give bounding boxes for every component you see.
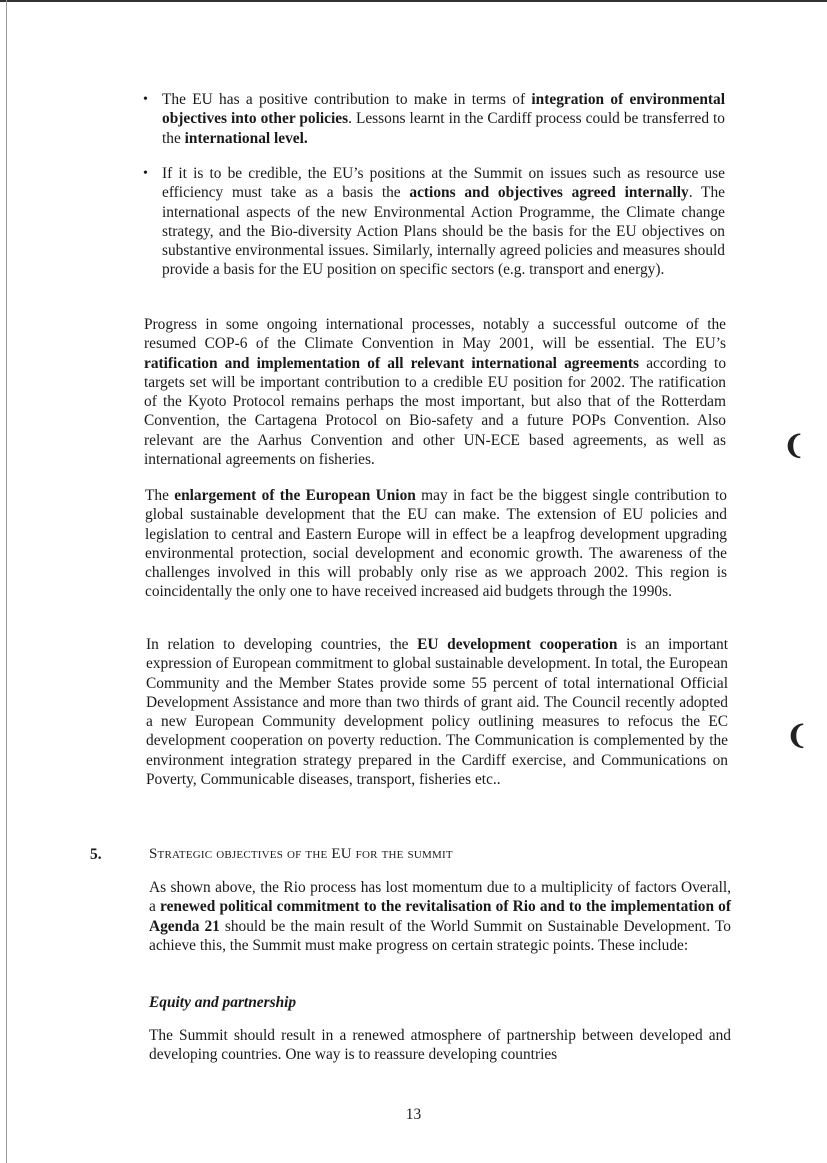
paragraph-strategic-objectives: As shown above, the Rio process has lost momentum due to a multiplicity of factors Overall, a renewed political commitment to the revitalisation of Rio and to the implementation of Agenda 21 should be the main result of the World Summit on Sustainable Development. To achieve this, the Summit must make progress on certain strategic points. These include: [149,879,731,954]
paragraph-development-cooperation: In relation to developing countries, the EU development cooperation is an important expression of European commitment to global sustainable development. In total, the European Community and the Member States provide some 55 percent of total international Official Development Assistance and more than two thirds of grant aid. The Council recently adopted a new European Community development policy outlining measures to refocus the EC development cooperation on poverty reduction. The Communication is complemented by the environment integration strategy prepared in the Cardiff exercise, and Communications on Poverty, Communicable diseases, transport, fisheries etc.. [146,636,729,789]
bullet-text: If it is to be credible, the EU’s positions at the Summit on issues such as resource use efficiency must take as a basis the actions and objectives agreed internally. The international aspects of the new Environmental Action Programme, the Climate change strategy, and the Bio-diversity Action Plans should be the basis for the EU objectives on substantive environmental issues. Similarly, internally agreed policies and measures should provide a basis for the EU position on specific sectors (e.g. transport and energy). [162,165,725,279]
section-title: Strategic objectives of the EU for the summit [149,846,453,862]
paragraph-ratification: Progress in some ongoing international processes, notably a successful outcome of the resumed COP-6 of the Climate Convention in May 2001, will be essential. The EU’s ratification and implementation of all relevant international agreements according to targets set will be important contribution to a credible EU position for 2002. The ratification of the Kyoto Protocol remains perhaps the most important, but also that of the Rotterdam Convention, the Cartagena Protocol on Bio-safety and a future POPs Convention. Also relevant are the Aarhus Convention and other UN-ECE based agreements, as well as international agreements on fisheries. [144,316,727,469]
subheading-equity-partnership: Equity and partnership [149,994,297,1011]
bullet-dot: • [143,166,148,181]
bullet-item-integration [143,90,725,148]
bullet-item-credibility [143,164,725,280]
page-number: 13 [405,1106,422,1123]
section-number: 5. [90,846,102,863]
margin-punch-mark: ❨ [783,431,805,460]
scan-left-edge [6,0,7,1163]
bullet-dot: • [143,92,148,107]
paragraph-enlargement: The enlargement of the European Union may in fact be the biggest single contribution to global sustainable development that the EU can make. The extension of EU policies and legislation to central and Eastern Europe will in effect be a leapfrog development upgrading environmental protection, social development and economic growth. The awareness of the challenges involved in this will probably only rise as we approach 2002. This region is coincidentally the only one to have received increased aid budgets through the 1990s. [145,487,727,601]
paragraph-partnership: The Summit should result in a renewed atmosphere of partnership between developed and developing countries. One way is to reassure developing countries [149,1027,731,1064]
margin-punch-mark: ❨ [786,721,808,750]
bullet-text: The EU has a positive contribution to make in terms of integration of environmental objectives into other policies. Lessons learnt in the Cardiff process could be transferred to the international level. [162,91,725,147]
scan-top-edge [0,0,827,2]
